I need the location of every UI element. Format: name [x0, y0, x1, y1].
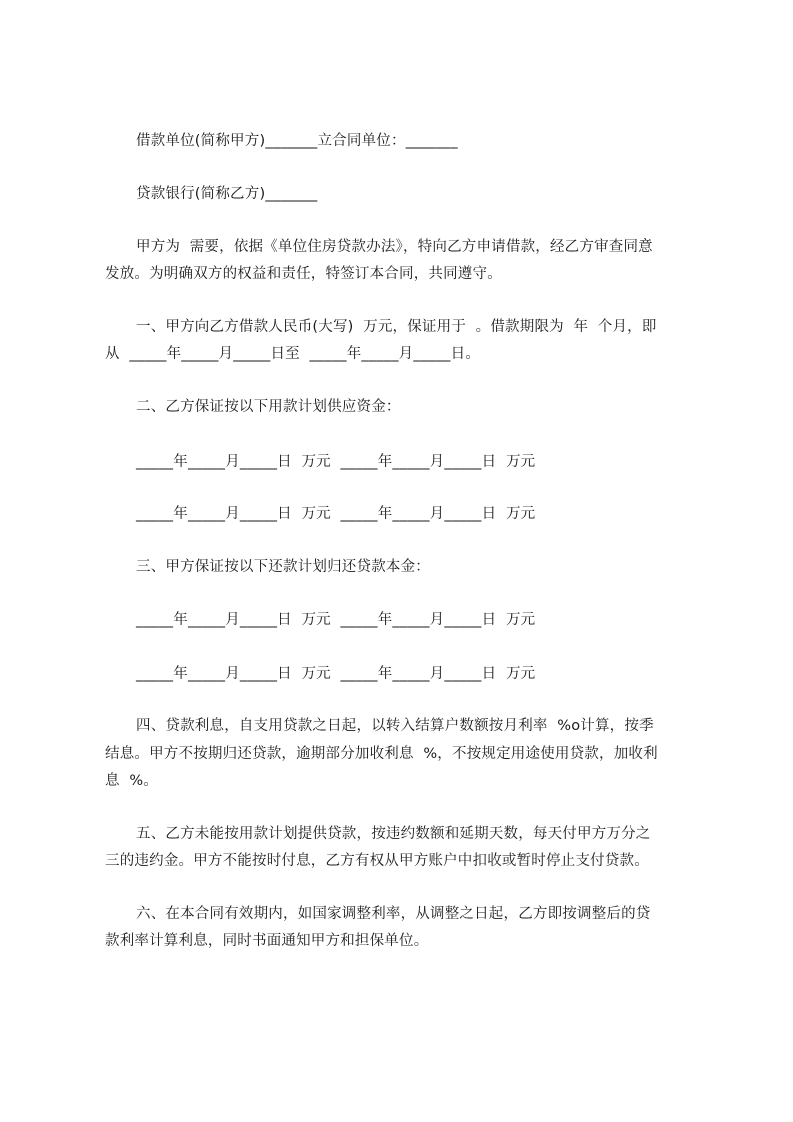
clause-3-title: 三、甲方保证按以下还款计划归还贷款本金： — [136, 559, 430, 575]
intro-paragraph-line-1: 甲方为 需要，依据《单位住房贷款办法》，特向乙方申请借款，经乙方审查同意 — [136, 239, 653, 255]
lender-line: 贷款银行(简称乙方)_______ — [136, 186, 318, 202]
clause-4-line-3: 息 %。 — [105, 773, 158, 789]
clause-6-line-2: 款利率计算利息，同时书面通知甲方和担保单位。 — [105, 933, 429, 949]
clause-5-line-1: 五、乙方未能按用款计划提供贷款，按违约数额和延期天数，每天付甲方万分之 — [136, 826, 651, 842]
clause-6-line-1: 六、在本合同有效期内，如国家调整利率，从调整之日起，乙方即按调整后的贷 — [136, 906, 651, 922]
clause-2-schedule-row-1: _____年_____月_____日 万元 _____年_____月_____日 万元 — [136, 454, 536, 470]
clause-2-schedule-row-2: _____年_____月_____日 万元 _____年_____月_____日 万元 — [136, 506, 536, 522]
clause-3-schedule-row-2: _____年_____月_____日 万元 _____年_____月_____日 万元 — [136, 666, 536, 682]
clause-4-line-2: 结息。甲方不按期归还贷款，逾期部分加收利息 %，不按规定用途使用贷款，加收利 — [105, 746, 658, 762]
clause-1-line-2: 从 _____年_____月_____日至 _____年_____月_____日。 — [105, 346, 481, 362]
clause-3-schedule-row-1: _____年_____月_____日 万元 _____年_____月_____日 万元 — [136, 612, 536, 628]
clause-2-title: 二、乙方保证按以下用款计划供应资金： — [136, 399, 401, 415]
borrower-line: 借款单位(简称甲方)_______立合同单位：_______ — [136, 133, 458, 149]
clause-4-line-1: 四、贷款利息，自支用贷款之日起，以转入结算户数额按月利率 %o计算，按季 — [136, 718, 654, 734]
clause-1-line-1: 一、甲方向乙方借款人民币(大写) 万元，保证用于 。借款期限为 年 个月，即 — [136, 319, 657, 335]
clause-5-line-2: 三的违约金。甲方不能按时付息，乙方有权从甲方账户中扣收或暂时停止支付贷款。 — [105, 853, 649, 869]
intro-paragraph-line-2: 发放。为明确双方的权益和责任，特签订本合同，共同遵守。 — [105, 266, 502, 282]
